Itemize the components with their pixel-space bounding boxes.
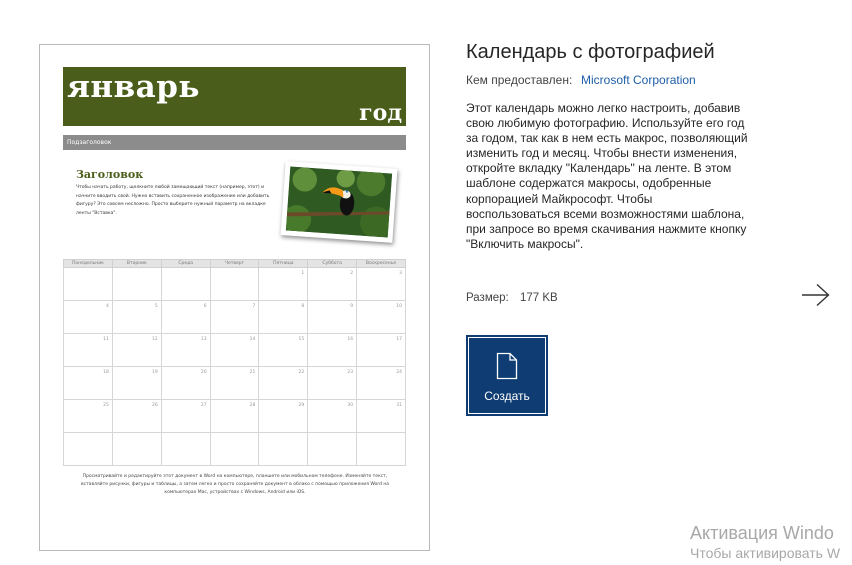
size-label: Размер:	[466, 292, 509, 304]
calendar-header-banner	[63, 67, 406, 126]
template-preview	[39, 44, 430, 551]
weekday-label: Пятница	[259, 260, 308, 268]
day-cell	[161, 268, 210, 301]
toucan-image	[286, 167, 392, 238]
calendar-year: год	[359, 100, 402, 126]
calendar-body-text: Чтобы начать работу, щелкните любой замещающий текст (например, этот) и начните вводить свой. Нужно вставить сохраненное изображение или добавить фигуру? Это совсем несложно. Просто выберите нужный параметр на вкладке ленты "Вставка".	[76, 185, 270, 216]
day-cell: 15	[259, 334, 308, 367]
create-button-label: Создать	[484, 389, 530, 403]
calendar-week-row	[64, 268, 406, 301]
template-description: Этот календарь можно легко настроить, добавив свою любимую фотографию. Используйте его год за годом, так как в нем есть макрос, позволяющий изменить год и месяц. Чтобы внести изменения, откройте вкладку "Календарь" на ленте. В этом шаблоне содержатся макросы, одобренные корпорацией Майкрософт. Чтобы воспользоваться всеми возможностями шаблона, при запросе во время скачивания нажмите кнопку "Включить макросы".	[466, 101, 748, 251]
day-cell: 28	[210, 400, 259, 433]
day-cell: 22	[259, 367, 308, 400]
calendar-week-row	[64, 433, 406, 466]
day-cell: 24	[357, 367, 406, 400]
document-icon	[496, 352, 518, 380]
day-cell	[259, 433, 308, 466]
day-cell: 27	[161, 400, 210, 433]
day-cell	[112, 268, 161, 301]
provider-link[interactable]: Microsoft Corporation	[581, 73, 696, 87]
day-cell: 12	[112, 334, 161, 367]
day-cell: 31	[357, 400, 406, 433]
day-cell: 19	[112, 367, 161, 400]
weekday-header-row	[64, 260, 406, 268]
day-cell: 14	[210, 334, 259, 367]
day-cell: 7	[210, 301, 259, 334]
toucan-photo	[281, 161, 398, 243]
day-cell	[210, 433, 259, 466]
day-cell: 17	[357, 334, 406, 367]
day-cell: 29	[259, 400, 308, 433]
day-cell: 3	[357, 268, 406, 301]
size-value: 177 KB	[520, 292, 558, 304]
day-cell: 30	[308, 400, 357, 433]
weekday-label: Вторник	[112, 260, 161, 268]
day-cell	[64, 433, 113, 466]
day-cell: 13	[161, 334, 210, 367]
weekday-label: Воскресенье	[357, 260, 406, 268]
activation-line-1: Активация Windo	[690, 523, 834, 543]
arrow-right-icon[interactable]	[800, 283, 831, 307]
calendar-heading: Заголовок	[76, 168, 144, 181]
day-cell: 4	[64, 301, 113, 334]
weekday-label: Среда	[161, 260, 210, 268]
template-title: Календарь с фотографией	[466, 41, 715, 63]
day-cell	[112, 433, 161, 466]
day-cell: 25	[64, 400, 113, 433]
day-cell: 23	[308, 367, 357, 400]
day-cell: 5	[112, 301, 161, 334]
day-cell: 9	[308, 301, 357, 334]
day-cell: 18	[64, 367, 113, 400]
day-cell: 26	[112, 400, 161, 433]
day-cell: 8	[259, 301, 308, 334]
day-cell	[161, 433, 210, 466]
day-cell: 16	[308, 334, 357, 367]
day-cell: 20	[161, 367, 210, 400]
day-cell	[64, 268, 113, 301]
activation-watermark	[690, 523, 852, 562]
day-cell: 11	[64, 334, 113, 367]
calendar-grid	[63, 259, 406, 466]
weekday-label: Суббота	[308, 260, 357, 268]
day-cell	[308, 433, 357, 466]
day-cell: 6	[161, 301, 210, 334]
day-cell	[210, 268, 259, 301]
calendar-week-row	[64, 334, 406, 367]
day-cell	[357, 433, 406, 466]
weekday-label: Понедельник	[64, 260, 113, 268]
calendar-week-row	[64, 400, 406, 433]
activation-line-2: Чтобы активировать W	[690, 545, 841, 561]
create-button[interactable]	[466, 335, 548, 416]
day-cell: 21	[210, 367, 259, 400]
calendar-week-row	[64, 301, 406, 334]
provider-label: Кем предоставлен:	[466, 73, 573, 87]
calendar-subheading-bar: Подзаголовок	[63, 135, 406, 150]
calendar-month: январь	[67, 69, 200, 105]
calendar-footer-text: Просматривайте и редактируйте этот документ в Word на компьютере, планшете или мобильном телефоне. Изменяйте текст, вставляйте рисунки, фигуры и таблицы, а затем легко и просто сохраняйте документ в облако с помощью приложения Word на компьютерах Mac, устройствах с Windows, Android или iOS.	[80, 474, 390, 495]
day-cell: 1	[259, 268, 308, 301]
calendar-week-row	[64, 367, 406, 400]
day-cell: 2	[308, 268, 357, 301]
weekday-label: Четверг	[210, 260, 259, 268]
day-cell: 10	[357, 301, 406, 334]
